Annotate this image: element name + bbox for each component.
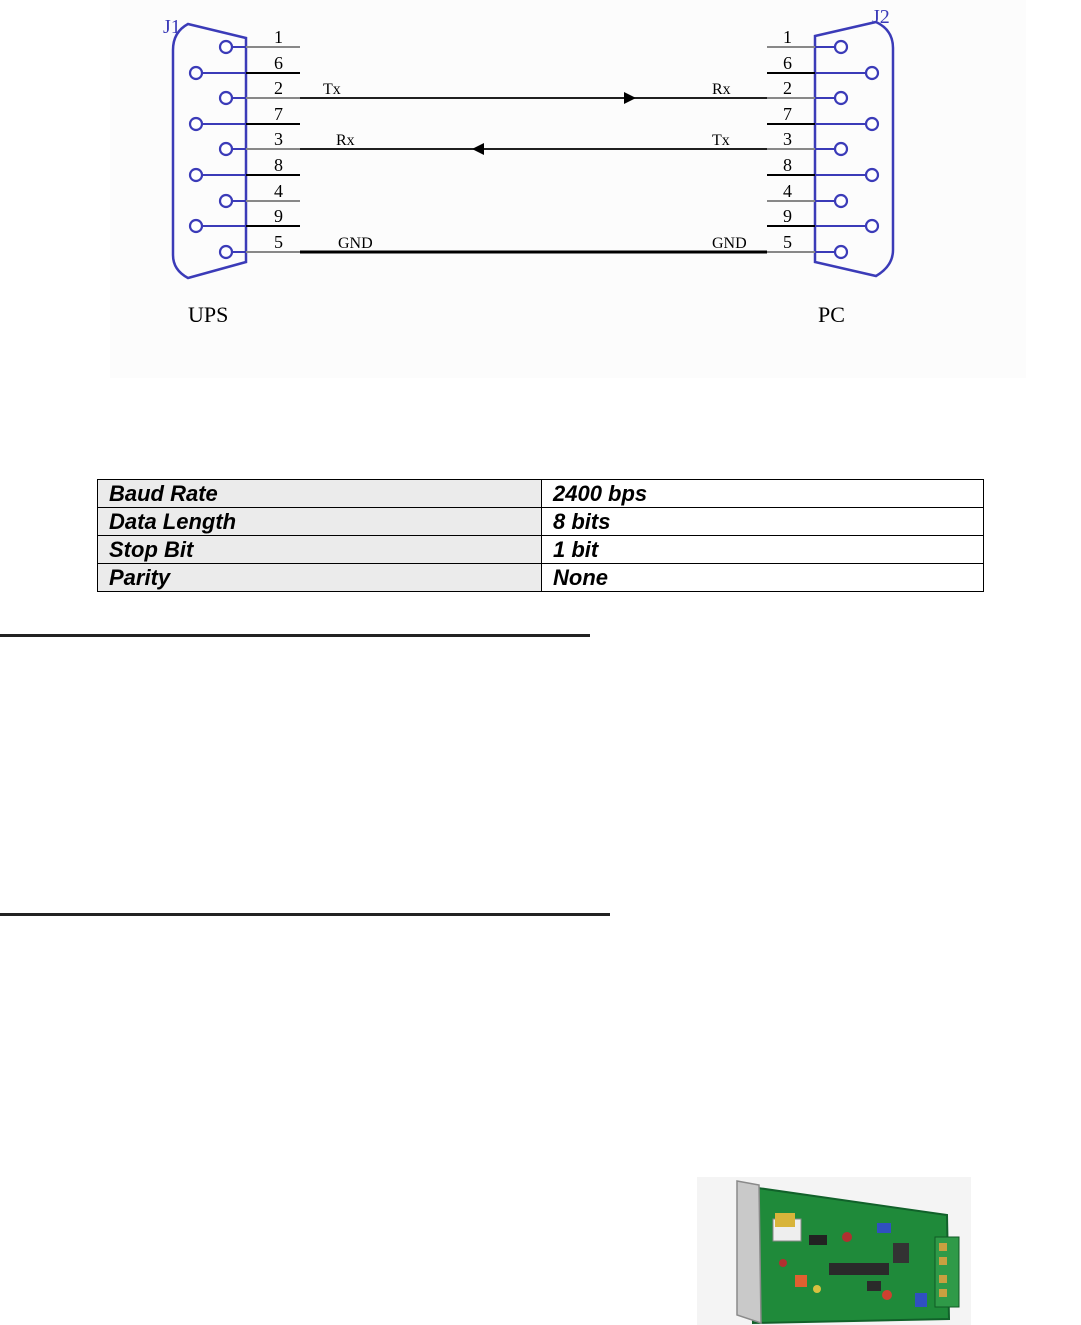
j1-pin-circle bbox=[220, 92, 232, 104]
setting-label: Stop Bit bbox=[98, 536, 542, 564]
j2-pin-number: 8 bbox=[783, 155, 792, 175]
j2-pin-circle bbox=[835, 195, 847, 207]
signal-wires bbox=[300, 81, 767, 252]
snmp-card-image bbox=[697, 1177, 971, 1325]
signal-label-right: GND bbox=[712, 235, 747, 252]
table-row bbox=[98, 564, 984, 592]
j2-pin-circle bbox=[866, 169, 878, 181]
j2-pins bbox=[767, 27, 878, 258]
setting-label: Baud Rate bbox=[98, 480, 542, 508]
j1-pin-number: 2 bbox=[274, 78, 283, 98]
j1-db9-connector bbox=[173, 24, 246, 278]
j1-pin-number: 4 bbox=[274, 181, 283, 201]
section-divider bbox=[0, 634, 590, 637]
pc-caption: PC bbox=[818, 302, 845, 327]
j1-pin-circle bbox=[190, 169, 202, 181]
signal-label-left: Tx bbox=[323, 81, 341, 98]
signal-label-right: Rx bbox=[712, 81, 731, 98]
j2-pin-circle bbox=[866, 67, 878, 79]
j2-pin-number: 3 bbox=[783, 129, 792, 149]
j2-pin-circle bbox=[866, 118, 878, 130]
setting-value: 1 bit bbox=[542, 536, 984, 564]
setting-label: Data Length bbox=[98, 508, 542, 536]
setting-value: 2400 bps bbox=[542, 480, 984, 508]
j1-pin-circle bbox=[190, 220, 202, 232]
signal-label-left: GND bbox=[338, 235, 373, 252]
arrow-left-icon bbox=[472, 143, 484, 155]
j1-label: J1 bbox=[163, 16, 181, 38]
arrow-right-icon bbox=[624, 92, 636, 104]
setting-value: None bbox=[542, 564, 984, 592]
j1-pin-number: 5 bbox=[274, 232, 283, 252]
table-row bbox=[98, 508, 984, 536]
j2-pin-number: 1 bbox=[783, 27, 792, 47]
j2-pin-circle bbox=[835, 92, 847, 104]
j1-pin-circle bbox=[220, 195, 232, 207]
j1-pin-number: 9 bbox=[274, 206, 283, 226]
j2-pin-number: 9 bbox=[783, 206, 792, 226]
j1-pin-number: 7 bbox=[274, 104, 283, 124]
j1-pin-number: 8 bbox=[274, 155, 283, 175]
j1-pin-number: 6 bbox=[274, 53, 283, 73]
rs232-wiring-diagram bbox=[0, 0, 1081, 378]
j1-pin-circle bbox=[190, 118, 202, 130]
section-divider bbox=[0, 913, 610, 916]
j1-pin-circle bbox=[220, 143, 232, 155]
j1-pin-circle bbox=[190, 67, 202, 79]
j2-pin-circle bbox=[835, 246, 847, 258]
j2-label: J2 bbox=[872, 6, 890, 28]
j2-pin-number: 5 bbox=[783, 232, 792, 252]
signal-label-right: Tx bbox=[712, 132, 730, 149]
table-row bbox=[98, 536, 984, 564]
j2-pin-number: 4 bbox=[783, 181, 792, 201]
j2-pin-circle bbox=[866, 220, 878, 232]
signal-label-left: Rx bbox=[336, 132, 355, 149]
j2-pin-number: 6 bbox=[783, 53, 792, 73]
j2-pin-number: 7 bbox=[783, 104, 792, 124]
j2-pin-circle bbox=[835, 143, 847, 155]
setting-value: 8 bits bbox=[542, 508, 984, 536]
j2-pin-circle bbox=[835, 41, 847, 53]
setting-label: Parity bbox=[98, 564, 542, 592]
j1-pin-number: 1 bbox=[274, 27, 283, 47]
j2-pin-number: 2 bbox=[783, 78, 792, 98]
communication-settings-table bbox=[97, 479, 984, 592]
j1-pin-number: 3 bbox=[274, 129, 283, 149]
table-row bbox=[98, 480, 984, 508]
j1-pin-circle bbox=[220, 246, 232, 258]
j1-pin-circle bbox=[220, 41, 232, 53]
ups-caption: UPS bbox=[188, 302, 229, 327]
